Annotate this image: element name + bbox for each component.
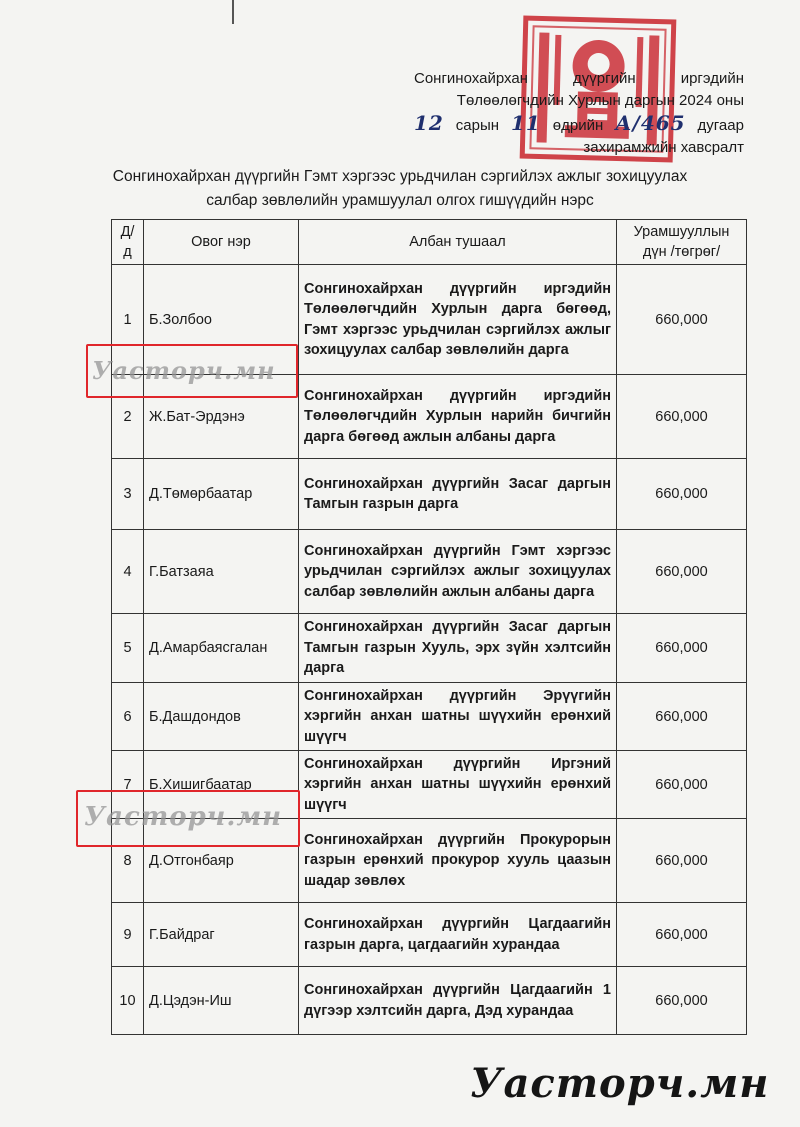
member-position: Сонгинохайрхан дүүргийн Засаг даргын Тамгын газрын Хууль, эрх зүйн хэлтсийн дарга [299,614,617,683]
member-name: Ж.Бат-Эрдэнэ [144,375,299,459]
decree-reference-header [414,68,744,159]
bonus-amount: 660,000 [617,967,747,1035]
table-header-row [112,220,747,265]
handwritten-number: А/465 [615,111,686,135]
member-position: Сонгинохайрхан дүүргийн иргэдийн Төлөөлөгчдийн Хурлын дарга бөгөөд, Гэмт хэргээс урьдчилан сэргийлэх ажлыг зохицуулах салбар зөвлөлийн дарга [299,265,617,375]
bonus-amount: 660,000 [617,683,747,751]
member-name: Д.Амарбаясгалан [144,614,299,683]
bonus-amount: 660,000 [617,459,747,530]
row-number: 8 [112,819,144,903]
row-number: 7 [112,751,144,819]
handwritten-month: 12 [414,111,444,135]
member-name: Д.Отгонбаяр [144,819,299,903]
col-header-position: Албан тушаал [299,220,617,265]
row-number: 2 [112,375,144,459]
bonus-amount: 660,000 [617,819,747,903]
col-header-amount-line-2: дүн /төгрөг/ [642,244,721,260]
member-position: Сонгинохайрхан дүүргийн Цагдаагийн газрын дарга, цагдаагийн хурандаа [299,903,617,967]
col-header-amount [617,220,747,265]
member-name: Д.Цэдэн-Иш [144,967,299,1035]
watermark-text-1: Уасторч.мн [92,356,276,385]
bonus-amount: 660,000 [617,530,747,614]
row-number: 6 [112,683,144,751]
table-row [112,530,747,614]
col-header-num: Д/д [112,220,144,265]
row-number: 5 [112,614,144,683]
month-word: сарын [455,117,500,134]
member-name: Б.Золбоо [144,265,299,375]
row-number: 10 [112,967,144,1035]
member-position: Сонгинохайрхан дүүргийн Прокурорын газрын ерөнхий прокурор хууль цаазын шадар зөвлөх [299,819,617,903]
members-table [111,219,747,1035]
table-row [112,614,747,683]
header-line-1 [414,68,744,90]
row-number: 9 [112,903,144,967]
row-number: 1 [112,265,144,375]
member-position: Сонгинохайрхан дүүргийн иргэдийн Төлөөлөгчдийн Хурлын нарийн бичгийн дарга бөгөөд ажлын албаны дарга [299,375,617,459]
header-line-4: захирамжийн хавсралт [583,139,744,156]
member-position: Сонгинохайрхан дүүргийн Засаг даргын Тамгын газрын дарга [299,459,617,530]
number-word: дугаар [697,117,744,134]
bonus-amount: 660,000 [617,751,747,819]
member-position: Сонгинохайрхан дүүргийн Иргэний хэргийн анхан шатны шүүхийн ерөнхий шүүгч [299,751,617,819]
header-word-district-2: дүүргийн [573,70,636,87]
bonus-amount: 660,000 [617,375,747,459]
handwritten-day: 11 [511,111,541,135]
member-position: Сонгинохайрхан дүүргийн Цагдаагийн 1 дүгээр хэлтсийн дарга, Дэд хурандаа [299,967,617,1035]
header-word-citizens: иргэдийн [680,70,744,87]
col-header-name: Овог нэр [144,220,299,265]
title-line-1: Сонгинохайрхан дүүргийн Гэмт хэргээс урьдчилан сэргийлэх ажлыг зохицуулах [112,168,688,185]
bonus-amount: 660,000 [617,614,747,683]
member-name: Д.Төмөрбаатар [144,459,299,530]
day-word: өдрийн [552,117,604,134]
member-name: Б.Хишигбаатар [144,751,299,819]
table-row [112,459,747,530]
header-line-2: Төлөөлөгчдийн Хурлын даргын 2024 оны [456,92,744,109]
member-name: Г.Батзаяа [144,530,299,614]
title-line-2: салбар зөвлөлийн урамшуулал олгох гишүүдийн нэрс [206,192,594,209]
watermark-text-2: Уасторч.мн [84,802,283,832]
member-position: Сонгинохайрхан дүүргийн Гэмт хэргээс урьдчилан сэргийлэх ажлыг зохицуулах салбар зөвлөлийн ажлын албаны дарга [299,530,617,614]
table-row [112,903,747,967]
table-row [112,967,747,1035]
member-name: Б.Дашдондов [144,683,299,751]
member-position: Сонгинохайрхан дүүргийн Эрүүгийн хэргийн анхан шатны шүүхийн ерөнхий шүүгч [299,683,617,751]
member-name: Г.Байдраг [144,903,299,967]
table-row [112,683,747,751]
bonus-amount: 660,000 [617,903,747,967]
row-number: 4 [112,530,144,614]
row-number: 3 [112,459,144,530]
watermark-logo-large: Уасторч.мн [470,1060,770,1107]
document-title [0,165,800,213]
header-line-3 [414,112,744,137]
bonus-amount: 660,000 [617,265,747,375]
fold-line [232,0,234,24]
col-header-amount-line-1: Урамшууллын [633,224,730,240]
header-word-district: Сонгинохайрхан [414,70,528,87]
